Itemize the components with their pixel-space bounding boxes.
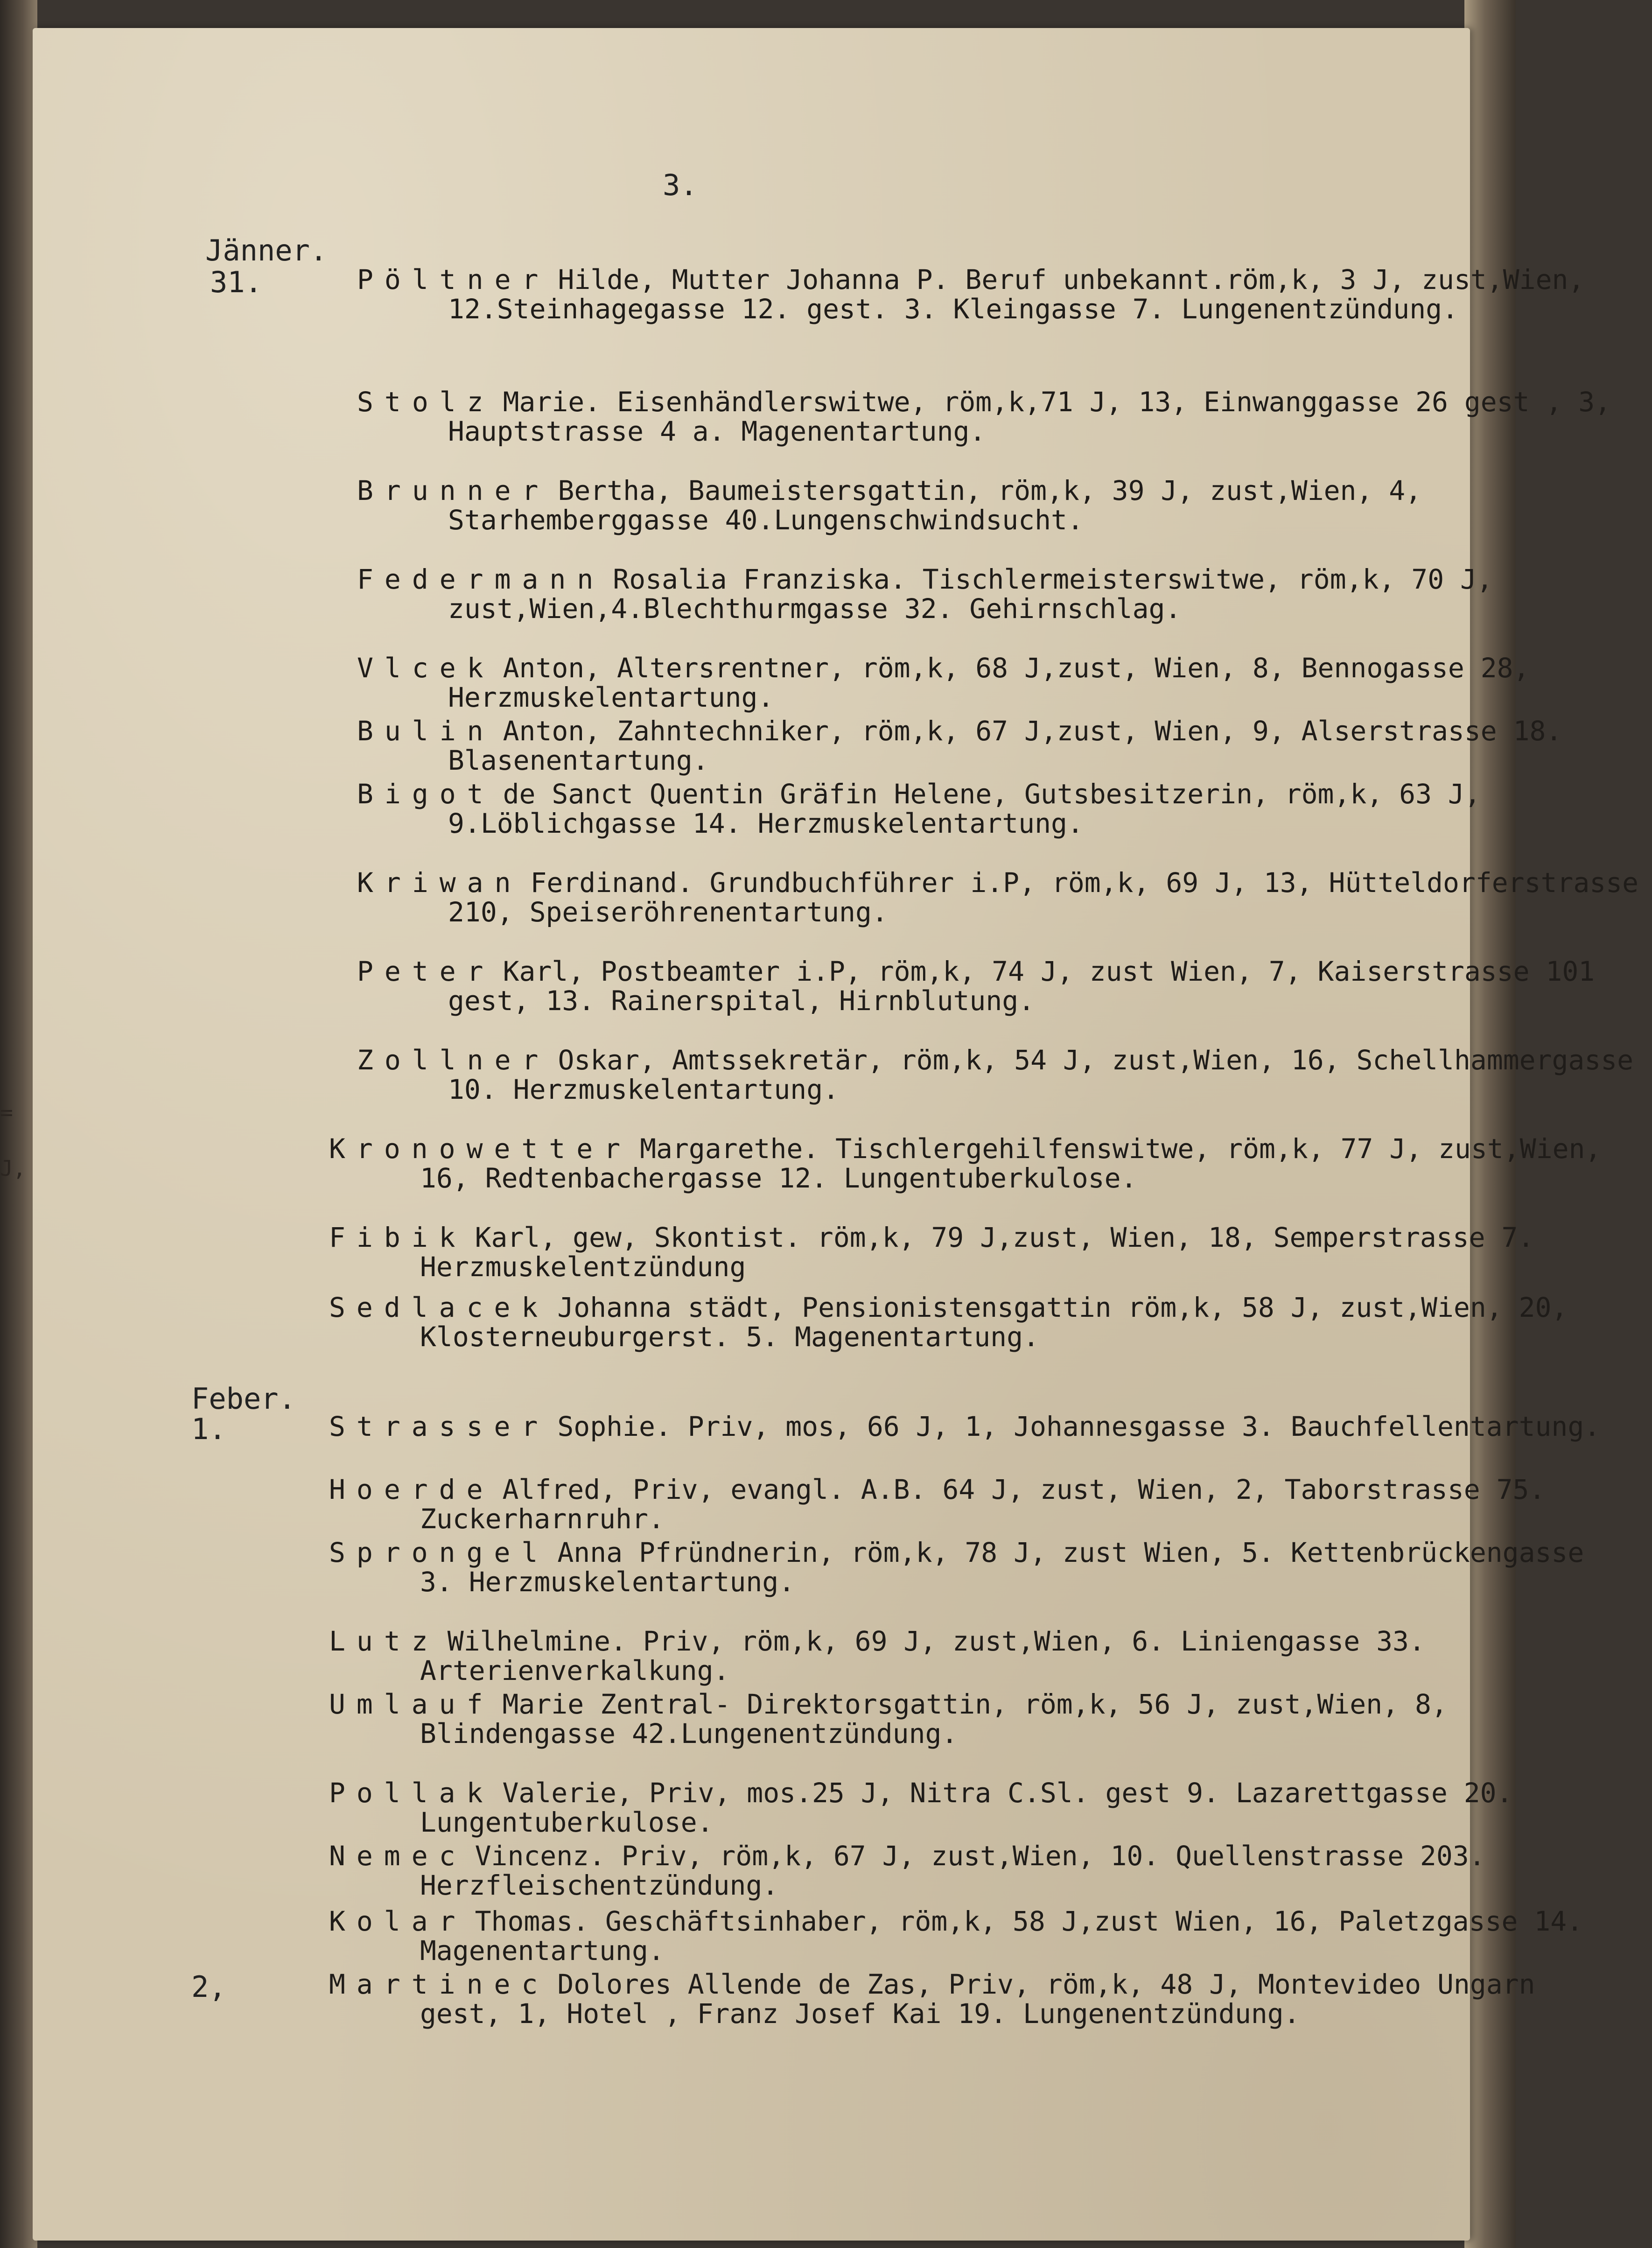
entry-surname: Vlcek: [357, 652, 495, 684]
entry-text: Margarethe. Tischlergehilfenswitwe, röm,k, 77 J, zust,Wien, 16, Redtenbachergasse 12. Lungentuberkulose.: [420, 1133, 1602, 1194]
month-label: Feber.: [191, 1382, 296, 1416]
entry-surname: Kriwan: [357, 867, 522, 899]
entry-text: Anton, Zahntechniker, röm,k, 67 J,zust, Wien, 9, Alserstrasse 18. Blasenentartung.: [448, 715, 1562, 776]
margin-mark: J,: [0, 1156, 26, 1181]
entry: [357, 955, 1652, 1017]
entry-text: de Sanct Quentin Gräfin Helene, Gutsbesitzerin, röm,k, 63 J, 9.Löblichgasse 14. Herzmuskelentartung.: [448, 778, 1481, 839]
entry-surname: Strasser: [329, 1411, 549, 1442]
entry-text: Anton, Altersrentner, röm,k, 68 J,zust, Wien, 8, Bennogasse 28, Herzmuskelentartung.: [448, 652, 1530, 713]
entry-text: Karl, Postbeamter i.P, röm,k, 74 J, zust Wien, 7, Kaiserstrasse 101 gest, 13. Rainerspital, Hirnblutung.: [448, 955, 1595, 1017]
entry-text: Vincenz. Priv, röm,k, 67 J, zust,Wien, 10. Quellenstrasse 203. Herzfleischentzündung.: [420, 1840, 1485, 1901]
entry-surname: Pollak: [329, 1777, 494, 1809]
entry-text: Alfred, Priv, evangl. A.B. 64 J, zust, Wien, 2, Taborstrasse 75. Zuckerharnruhr.: [420, 1474, 1546, 1535]
entry: [329, 1292, 1624, 1353]
entry-surname: Bigot: [357, 778, 495, 810]
day-label: 2,: [191, 1970, 226, 2004]
entry-surname: Hoerde: [329, 1474, 494, 1505]
entry: [357, 563, 1652, 625]
day-label: 31.: [210, 265, 262, 299]
entry-text: Karl, gew, Skontist. röm,k, 79 J,zust, Wien, 18, Semperstrasse 7. Herzmuskelentzündung: [420, 1222, 1534, 1283]
entry: [329, 1474, 1624, 1535]
entry-surname: Brunner: [357, 475, 550, 506]
entry-surname: Lutz: [329, 1625, 439, 1657]
entry: [357, 1044, 1652, 1105]
entry-surname: Zollner: [357, 1044, 550, 1076]
margin-mark: =: [0, 1100, 13, 1125]
entry-text: Sophie. Priv, mos, 66 J, 1, Johannesgasse 3. Bauchfellentartung.: [557, 1411, 1601, 1442]
entry-surname: Peter: [357, 955, 495, 987]
entry-text: Rosalia Franziska. Tischlermeisterswitwe, röm,k, 70 J, zust,Wien,4.Blechthurmgasse 32. Gehirnschlag.: [448, 563, 1493, 625]
entry-surname: Umlauf: [329, 1688, 494, 1720]
entry: [329, 1625, 1624, 1686]
entry: [357, 715, 1652, 776]
entry-text: Valerie, Priv, mos.25 J, Nitra C.Sl. gest 9. Lazarettgasse 20. Lungentuberkulose.: [420, 1777, 1513, 1838]
entry-surname: Bulin: [357, 715, 495, 747]
entry-text: Ferdinand. Grundbuchführer i.P, röm,k, 69 J, 13, Hütteldorferstrasse 210, Speiseröhrenentartung.: [448, 867, 1639, 928]
entry: [357, 475, 1652, 536]
entry: [329, 1968, 1624, 2030]
entry: [329, 1840, 1624, 1901]
entry-text: Marie Zentral- Direktorsgattin, röm,k, 56 J, zust,Wien, 8, Blindengasse 42.Lungenentzündung.: [420, 1688, 1448, 1749]
entry-surname: Federmann: [357, 563, 605, 595]
entry: [357, 652, 1652, 713]
day-label: 1.: [191, 1412, 226, 1446]
entry: [329, 1905, 1624, 1967]
entry: [329, 1688, 1624, 1749]
entry-surname: Nemec: [329, 1840, 467, 1872]
entry-surname: Fibik: [329, 1222, 467, 1253]
entry-surname: Kronowetter: [329, 1133, 632, 1165]
entry-text: Wilhelmine. Priv, röm,k, 69 J, zust,Wien, 6. Liniengasse 33. Arterienverkalkung.: [420, 1625, 1425, 1686]
entry: [329, 1222, 1624, 1283]
entry-list: [33, 28, 1639, 2241]
entry-surname: Stolz: [357, 386, 495, 418]
entry: [329, 1537, 1624, 1598]
entry: [329, 1133, 1624, 1194]
entry: [357, 778, 1652, 839]
document-page: [33, 28, 1639, 2241]
entry-text: Dolores Allende de Zas, Priv, röm,k, 48 J, Montevideo Ungarn gest, 1, Hotel , Franz Josef Kai 19. Lungenentzündung.: [420, 1968, 1535, 2030]
entry-text: Thomas. Geschäftsinhaber, röm,k, 58 J,zust Wien, 16, Paletzgasse 14. Magenentartung.: [420, 1905, 1583, 1967]
entry-text: Oskar, Amtssekretär, röm,k, 54 J, zust,Wien, 16, Schellhammergasse 10. Herzmuskelentartung.: [448, 1044, 1634, 1105]
entry: [329, 1411, 1624, 1442]
entry-text: Hilde, Mutter Johanna P. Beruf unbekannt.röm,k, 3 J, zust,Wien, 12.Steinhagegasse 12. gest. 3. Kleingasse 7. Lungenentzündung.: [448, 264, 1585, 325]
entry: [329, 1777, 1624, 1838]
month-label: Jänner.: [205, 233, 328, 267]
entry-surname: Kolar: [329, 1905, 467, 1937]
entry-surname: Sprongel: [329, 1537, 549, 1568]
entry-text: Anna Pfründnerin, röm,k, 78 J, zust Wien, 5. Kettenbrückengasse 3. Herzmuskelentartung.: [420, 1537, 1584, 1598]
entry-text: Marie. Eisenhändlerswitwe, röm,k,71 J, 13, Einwanggasse 26 gest , 3, Hauptstrasse 4 a. Magenentartung.: [448, 386, 1611, 447]
entry-text: Johanna städt, Pensionistensgattin röm,k, 58 J, zust,Wien, 20, Klosterneuburgerst. 5. Magenentartung.: [420, 1292, 1568, 1353]
entry-surname: Pöltner: [357, 264, 550, 295]
entry-surname: Sedlacek: [329, 1292, 549, 1323]
entry-text: Bertha, Baumeistersgattin, röm,k, 39 J, zust,Wien, 4, Starhemberggasse 40.Lungenschwindsucht.: [448, 475, 1422, 536]
entry: [357, 867, 1652, 928]
entry: [357, 264, 1652, 325]
entry: [357, 386, 1652, 447]
entry-surname: Martinec: [329, 1968, 549, 2000]
page-number: 3.: [663, 168, 698, 202]
